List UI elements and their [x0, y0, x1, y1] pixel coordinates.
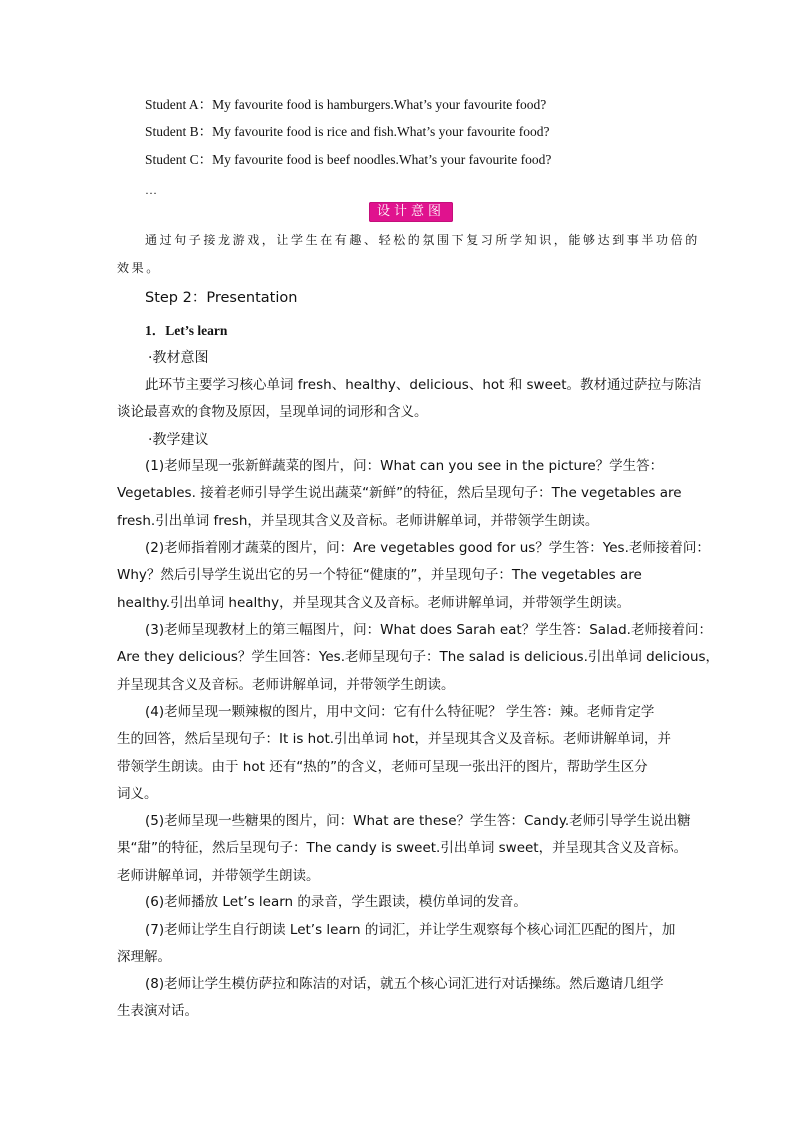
paragraph-line: (4)老师呈现一颗辣椒的图片，用中文问：它有什么特征呢？ 学生答：辣。老师肯定学	[145, 704, 655, 720]
paragraph-line: (3)老师呈现教材上的第三幅图片，问：What does Sarah eat？学生答：Salad.老师接着问：	[145, 622, 712, 638]
paragraph-line: healthy.引出单词 healthy，并呈现其含义及音标。老师讲解单词，并带领学生朗读。	[117, 594, 631, 611]
textbook-intent-paragraph	[117, 372, 702, 427]
paragraph-line: 带领学生朗读。由于 hot 还有“热的”的含义，老师可呈现一张出汗的图片，帮助学生区分	[117, 758, 648, 775]
design-intent-line-1: 通过句子接龙游戏，让学生在有趣、轻松的氛围下复习所学知识，能够达到事半功倍的	[145, 233, 700, 247]
paragraph-line: (6)老师播放 Let’s learn 的录音，学生跟读，模仿单词的发音。	[145, 894, 527, 910]
paragraph-line: 果“甜”的特征，然后呈现句子：The candy is sweet.引出单词 sweet，并呈现其含义及音标。	[117, 840, 688, 857]
paragraph-line: 老师讲解单词，并带领学生朗读。	[117, 867, 320, 884]
dialogue-line-a: Student A：My favourite food is hamburgers.What’s your favourite food?	[145, 97, 547, 112]
dialogue-line-c: Student C：My favourite food is beef noodles.What’s your favourite food?	[145, 152, 552, 167]
textbook-intent-line: 此环节主要学习核心单词 fresh、healthy、delicious、hot 和 sweet。教材通过萨拉与陈洁	[145, 377, 702, 393]
step-title: Step 2：Presentation	[145, 290, 298, 306]
paragraph-line: (1)老师呈现一张新鲜蔬菜的图片，问：What can you see in the picture？学生答：	[145, 458, 664, 474]
paragraph-line: 生表演对话。	[117, 1003, 198, 1020]
paragraph-line: 并呈现其含义及音标。老师讲解单词，并带领学生朗读。	[117, 676, 455, 693]
paragraph-line: 词义。	[117, 785, 158, 802]
paragraph-line: (7)老师让学生自行朗读 Let’s learn 的词汇，并让学生观察每个核心词汇匹配的图片，加	[145, 922, 676, 938]
suggestion-paragraph-3	[117, 617, 720, 699]
suggestion-paragraph-1	[117, 453, 682, 535]
paragraph-line: Why？然后引导学生说出它的另一个特征“健康的”，并呈现句子：The vegetables are	[117, 567, 642, 584]
paragraph-line: (2)老师指着刚才蔬菜的图片，问：Are vegetables good for us？学生答：Yes.老师接着问：	[145, 540, 710, 556]
textbook-intent-label: ·教材意图	[148, 350, 209, 366]
paragraph-line: 生的回答，然后呈现句子：It is hot.引出单词 hot，并呈现其含义及音标。老师讲解单词，并	[117, 731, 671, 748]
teaching-suggestion-label: ·教学建议	[148, 432, 209, 448]
paragraph-line: (8)老师让学生模仿萨拉和陈洁的对话，就五个核心词汇进行对话操练。然后邀请几组学	[145, 976, 664, 992]
suggestion-paragraph-2	[117, 535, 710, 617]
design-intent-badge: 设计意图	[369, 202, 453, 222]
suggestion-paragraph-5	[117, 808, 691, 890]
textbook-intent-line: 谈论最喜欢的食物及原因，呈现单词的词形和含义。	[117, 404, 428, 421]
paragraph-line: 深理解。	[117, 949, 171, 966]
dialogue-ellipsis: …	[145, 183, 158, 197]
suggestion-paragraph-6	[117, 889, 677, 916]
design-intent-line-2: 效果。	[117, 261, 161, 275]
paragraph-line: (5)老师呈现一些糖果的图片，问：What are these？学生答：Candy.老师引导学生说出糖	[145, 813, 691, 829]
paragraph-line: Are they delicious？学生回答：Yes.老师呈现句子：The salad is delicious.引出单词 delicious，	[117, 649, 720, 666]
suggestion-paragraph-8	[117, 971, 677, 1026]
suggestion-paragraph-4	[117, 699, 677, 808]
paragraph-line: fresh.引出单词 fresh，并呈现其含义及音标。老师讲解单词，并带领学生朗读。	[117, 512, 599, 529]
suggestion-paragraph-7	[117, 917, 677, 972]
dialogue-line-b: Student B：My favourite food is rice and fish.What’s your favourite food?	[145, 124, 550, 139]
paragraph-line: Vegetables. 接着老师引导学生说出蔬菜“新鲜”的特征，然后呈现句子：The vegetables are	[117, 485, 682, 502]
section-title: 1．Let’s learn	[145, 323, 228, 338]
